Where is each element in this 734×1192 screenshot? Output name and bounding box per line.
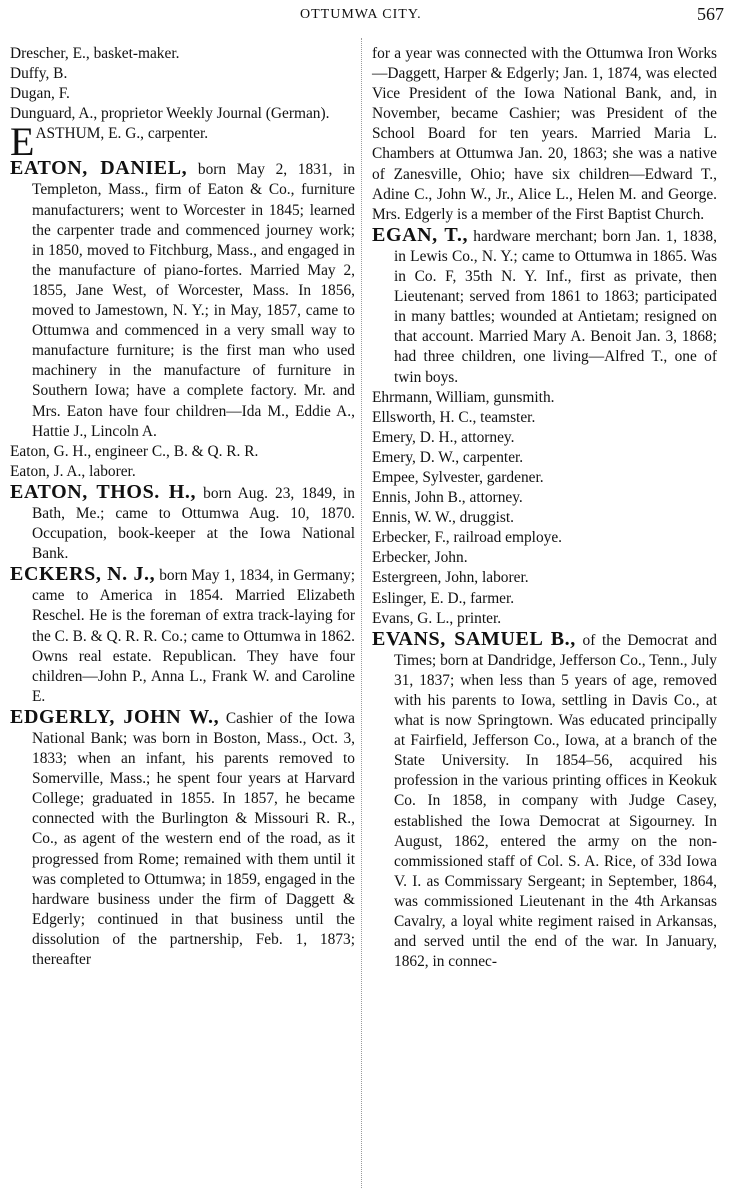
biography-text: of the Democrat and Times; born at Dandridge, Jefferson Co., Tenn., July 31, 1837; when less than 5 years of age, removed with his parents to Iowa, settling in Davis Co., at what is now Springtown. Was educated principally at Fairfield, Jefferson Co., Iowa, at a branch of the State University. In 1854–56, acquired his profession in the various printing offices in Keokuk Co. In 1858, in company with Judge Casey, established the Iowa Democrat at Sigourney. In August, 1862, entered the army on the non-commissioned staff of Col. S. A. Rice, of 33d Iowa V. I. as Commissary Sergeant; in September, 1864, was commissioned Lieutenant in the 4th Arkansas Cavalry, a loyal white regiment raised in Arkansas, and served until the end of the war. In January, 1862, in connec- bbox=[394, 631, 717, 971]
biography-text: hardware merchant; born Jan. 1, 1838, in Lewis Co., N. Y.; came to Ottumwa in 1865. Was in Co. F, 35th N. Y. Inf., first as private, then Lieutenant; served from 1861 to 1863; participated in many battles; wounded at Antietam; resigned on that account. Married Mary A. Benoit Jan. 3, 1868; had three children, one living—Alfred T., one of twin boys. bbox=[394, 227, 717, 386]
directory-entry: Emery, D. W., carpenter. bbox=[372, 448, 524, 466]
biography-entry bbox=[10, 158, 355, 441]
directory-entry: Erbecker, John. bbox=[372, 549, 468, 567]
directory-entry: Eaton, J. A., laborer. bbox=[10, 462, 136, 480]
directory-entry: Estergreen, John, laborer. bbox=[372, 569, 529, 587]
directory-entry: Drescher, E., basket-maker. bbox=[10, 45, 180, 62]
biography-entry bbox=[10, 564, 355, 707]
directory-entry: Dunguard, A., proprietor Weekly Journal (German). bbox=[10, 105, 330, 123]
drop-cap-initial: E bbox=[10, 119, 35, 165]
directory-entry: Ennis, John B., attorney. bbox=[372, 489, 523, 507]
directory-entry: Dugan, F. bbox=[10, 85, 70, 103]
biography-entry bbox=[10, 482, 355, 564]
biography-entry bbox=[10, 707, 355, 970]
directory-entry: Ehrmann, William, gunsmith. bbox=[372, 388, 555, 406]
biography-entry bbox=[372, 629, 717, 973]
page-header bbox=[0, 4, 734, 28]
page-number: 567 bbox=[697, 4, 724, 24]
running-title: OTTUMWA CITY. bbox=[300, 7, 422, 22]
entry-text: ASTHUM, E. G., carpenter. bbox=[35, 125, 209, 143]
biography-text: born May 2, 1831, in Templeton, Mass., firm of Eaton & Co., furniture manufacturers; went to Worcester in 1845; learned the carpenter trade and commenced journey work; in 1850, moved to Fitchburg, Mass., and engaged in the manufacture of piano-fortes. Married May 2, 1855, Jane West, of Worcester, Mass. In 1856, moved to Jamestown, N. Y.; in May, 1857, came to Ottumwa and commenced in a very small way to manufacture furniture; is the first man who used machinery in the manufacture of furniture in Southern Iowa; have a complete factory. Mr. and Mrs. Eaton have four children—Ida M., Eddie A., Hattie J., Lincoln A. bbox=[32, 161, 355, 440]
directory-entry: Erbecker, F., railroad employe. bbox=[372, 529, 563, 547]
biography-name: EVANS, SAMUEL B., bbox=[372, 627, 576, 650]
biography-name: EATON, THOS. H., bbox=[10, 480, 197, 503]
left-column bbox=[10, 44, 355, 970]
directory-entry: Empee, Sylvester, gardener. bbox=[372, 468, 544, 486]
right-column bbox=[372, 44, 717, 972]
biography-name: ECKERS, N. J., bbox=[10, 563, 156, 586]
directory-entry-dropcap bbox=[10, 119, 355, 165]
directory-entry: Eslinger, E. D., farmer. bbox=[372, 589, 515, 607]
biography-entry bbox=[372, 225, 717, 388]
directory-entry: Emery, D. H., attorney. bbox=[372, 428, 515, 446]
biography-text: born Aug. 23, 1849, in Bath, Me.; came to Ottumwa Aug. 10, 1870. Occupation, book-keeper at the Iowa National Bank. bbox=[32, 484, 355, 563]
biography-name: EATON, DANIEL, bbox=[10, 157, 188, 180]
biography-name: EDGERLY, JOHN W., bbox=[10, 705, 220, 728]
biography-text: born May 1, 1834, in Germany; came to America in 1854. Married Elizabeth Reschel. He is the foreman of extra track-laying for the C. B. & Q. R. R. Co.; came to Ottumwa in 1862. Owns real estate. Republican. They have four children—John P., Anna L., Frank W. and Caroline E. bbox=[32, 567, 355, 705]
biography-text: Cashier of the Iowa National Bank; was born in Boston, Mass., Oct. 3, 1833; when an infant, his parents removed to Somerville, Mass.; he spent four years at Harvard College; graduated in 1855. In 1857, he became connected with the Burlington & Missouri R. R., Co., as agent of the western end of the road, as it progressed from Rome; remained with them until it was completed to Ottumwa; in 1859, engaged in the hardware business under the firm of Daggett & Edgerly; continued in that business until the dissolution of the partnership, Feb. 1, 1873; thereafter bbox=[32, 709, 356, 969]
directory-entry: Ellsworth, H. C., teamster. bbox=[372, 408, 536, 426]
biography-continuation: for a year was connected with the Ottumwa Iron Works—Daggett, Harper & Edgerly; Jan. 1, 1874, was elected Vice President of the Iowa National Bank, and, in November, became Cashier; was President of the School Board for ten years. Married Maria L. Chambers at Ottumwa Jan. 20, 1863; she was a native of Zanesville, Ohio; have six children—Edward T., Adine C., John W., Jr., Alice L., Helen M. and George. Mrs. Edgerly is a member of the First Baptist Church. bbox=[372, 45, 717, 223]
directory-entry: Ennis, W. W., druggist. bbox=[372, 509, 514, 527]
directory-entry: Eaton, G. H., engineer C., B. & Q. R. R. bbox=[10, 442, 259, 460]
column-divider bbox=[361, 38, 362, 1188]
directory-entry: Evans, G. L., printer. bbox=[372, 609, 502, 627]
directory-entry: Duffy, B. bbox=[10, 65, 68, 83]
biography-name: EGAN, T., bbox=[372, 223, 469, 246]
